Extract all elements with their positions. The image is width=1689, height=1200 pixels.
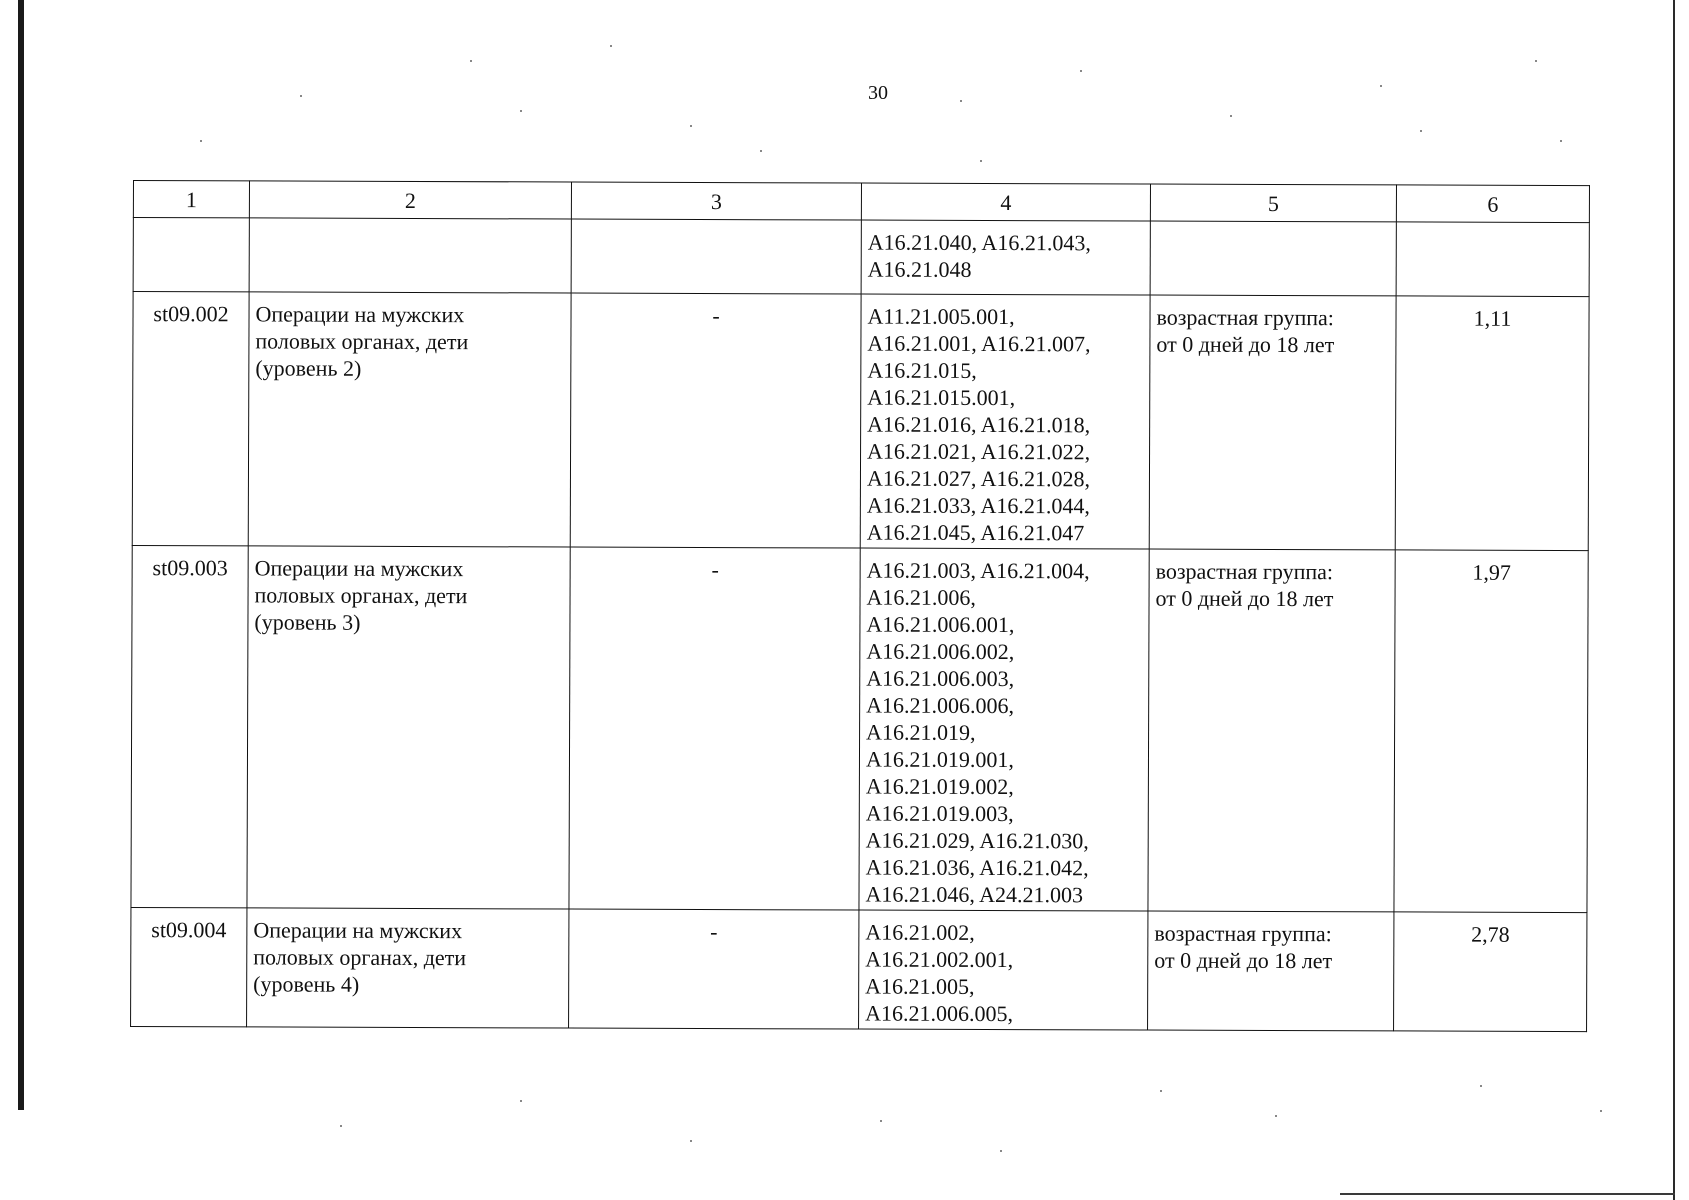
column-header-2: 2 xyxy=(249,181,571,219)
kpg-name-cell xyxy=(247,908,569,1028)
coefficient-cell xyxy=(1396,222,1589,297)
other-criteria-cell xyxy=(1148,549,1395,912)
service-code-line: A16.21.001, A16.21.007, xyxy=(867,330,1091,357)
page-number: 30 xyxy=(868,82,888,104)
other-criteria-cell xyxy=(1150,221,1396,296)
header-row xyxy=(133,181,1589,223)
column-header-6: 6 xyxy=(1396,185,1589,223)
service-code-line: A16.21.029, A16.21.030, xyxy=(865,827,1089,854)
service-code-line: A16.21.002, xyxy=(865,919,975,945)
kpg-name-cell xyxy=(247,546,570,909)
service-code-line: A16.21.006.005, xyxy=(865,1000,1014,1027)
scan-right-edge xyxy=(1673,0,1675,1200)
scan-speck xyxy=(1600,1110,1602,1112)
scan-speck xyxy=(1380,85,1382,87)
scan-speck xyxy=(1000,1150,1002,1152)
kpg-name-line: (уровень 2) xyxy=(255,355,362,381)
scan-speck xyxy=(300,95,302,97)
service-code-line: A16.21.003, A16.21.004, xyxy=(866,557,1090,584)
service-code-line: A16.21.019.002, xyxy=(865,773,1014,800)
table-row xyxy=(131,545,1588,912)
kpg-name-line: половых органах, дети xyxy=(255,328,469,355)
scan-speck xyxy=(980,160,982,162)
service-code-line: A16.21.021, A16.21.022, xyxy=(867,438,1091,465)
age-criteria-line: возрастная группа: xyxy=(1155,558,1334,585)
kpg-name-line: (уровень 4) xyxy=(253,971,360,997)
scan-speck xyxy=(1160,1090,1162,1092)
scan-speck xyxy=(520,1100,522,1102)
scan-speck xyxy=(1560,140,1562,142)
kpg-name-line: Операции на мужских xyxy=(254,555,464,582)
age-criteria-line: возрастная группа: xyxy=(1154,920,1332,947)
scan-left-edge xyxy=(18,0,24,1110)
kpg-name-line: половых органах, дети xyxy=(254,582,468,609)
diagnosis-code-cell xyxy=(571,219,861,294)
service-code-line: A16.21.019.001, xyxy=(865,746,1014,773)
service-code-line: A16.21.016, A16.21.018, xyxy=(867,411,1091,438)
scan-speck xyxy=(610,45,612,47)
service-codes-cell xyxy=(859,548,1149,911)
table-row xyxy=(132,292,1589,551)
age-criteria-line: возрастная группа: xyxy=(1156,304,1334,331)
diagnosis-code-cell: - xyxy=(569,909,859,1029)
tariff-table xyxy=(130,180,1590,1032)
scan-speck xyxy=(470,60,472,62)
service-code-line: A11.21.005.001, xyxy=(867,303,1015,330)
service-code-line: A16.21.048 xyxy=(867,256,972,282)
scan-speck xyxy=(1275,1115,1277,1117)
service-code-line: A16.21.019.003, xyxy=(865,800,1014,827)
service-code-line: A16.21.006.003, xyxy=(866,665,1015,692)
kpg-code-cell: st09.002 xyxy=(132,292,249,546)
kpg-name-line: Операции на мужских xyxy=(255,301,465,328)
age-criteria-line: от 0 дней до 18 лет xyxy=(1155,585,1334,612)
coefficient-cell: 1,11 xyxy=(1395,296,1589,551)
diagnosis-code-cell: - xyxy=(569,547,860,910)
scan-speck xyxy=(690,1140,692,1142)
other-criteria-cell xyxy=(1149,295,1396,550)
service-codes-cell xyxy=(859,910,1148,1030)
scan-speck xyxy=(200,140,202,142)
table-body xyxy=(131,218,1590,1032)
kpg-code-cell: st09.003 xyxy=(131,545,248,907)
kpg-name-line: половых органах, дети xyxy=(253,944,467,971)
scan-speck xyxy=(960,100,962,102)
service-code-line: A16.21.046, A24.21.003 xyxy=(865,881,1084,908)
age-criteria-line: от 0 дней до 18 лет xyxy=(1156,331,1335,358)
service-code-line: A16.21.006.001, xyxy=(866,611,1015,638)
service-codes-cell xyxy=(860,294,1150,549)
other-criteria-cell xyxy=(1148,911,1394,1031)
scan-speck xyxy=(1480,1085,1482,1087)
column-header-1: 1 xyxy=(133,181,249,218)
scan-speck xyxy=(520,110,522,112)
service-code-line: A16.21.045, A16.21.047 xyxy=(866,519,1085,546)
service-code-line: A16.21.015, xyxy=(867,357,977,383)
service-code-line: A16.21.027, A16.21.028, xyxy=(866,465,1091,492)
kpg-name-line: Операции на мужских xyxy=(253,917,463,944)
column-header-4: 4 xyxy=(861,183,1150,221)
age-criteria-line: от 0 дней до 18 лет xyxy=(1154,947,1333,974)
scan-speck xyxy=(880,1120,882,1122)
service-code-line: A16.21.033, A16.21.044, xyxy=(866,492,1090,519)
kpg-name-cell xyxy=(248,292,571,547)
kpg-code-cell xyxy=(133,218,249,292)
kpg-name-cell xyxy=(249,218,571,293)
diagnosis-code-cell: - xyxy=(570,293,861,548)
scan-speck xyxy=(760,150,762,152)
scan-speck xyxy=(1230,115,1232,117)
service-codes-cell xyxy=(861,220,1150,295)
scan-speck xyxy=(690,125,692,127)
service-code-line: A16.21.002.001, xyxy=(865,946,1014,973)
kpg-code-cell: st09.004 xyxy=(131,907,247,1026)
service-code-line: A16.21.015.001, xyxy=(867,384,1016,411)
table-row xyxy=(131,907,1587,1031)
service-code-line: A16.21.019, xyxy=(866,719,976,745)
scan-speck xyxy=(1420,130,1422,132)
coefficient-cell: 2,78 xyxy=(1394,912,1587,1032)
service-code-line: A16.21.005, xyxy=(865,973,975,999)
service-code-line: A16.21.040, A16.21.043, xyxy=(867,229,1091,256)
scan-speck xyxy=(1080,70,1082,72)
scan-bottom-edge xyxy=(1340,1193,1675,1195)
service-code-line: A16.21.006.002, xyxy=(866,638,1015,665)
column-header-5: 5 xyxy=(1150,184,1396,222)
scan-speck xyxy=(1535,60,1537,62)
table-row xyxy=(133,218,1589,297)
coefficient-cell: 1,97 xyxy=(1394,550,1588,913)
scan-speck xyxy=(340,1125,342,1127)
kpg-name-line: (уровень 3) xyxy=(254,609,361,635)
column-header-3: 3 xyxy=(571,182,861,220)
service-code-line: A16.21.006, xyxy=(866,584,976,610)
service-code-line: A16.21.006.006, xyxy=(866,692,1015,719)
service-code-line: A16.21.036, A16.21.042, xyxy=(865,854,1089,881)
